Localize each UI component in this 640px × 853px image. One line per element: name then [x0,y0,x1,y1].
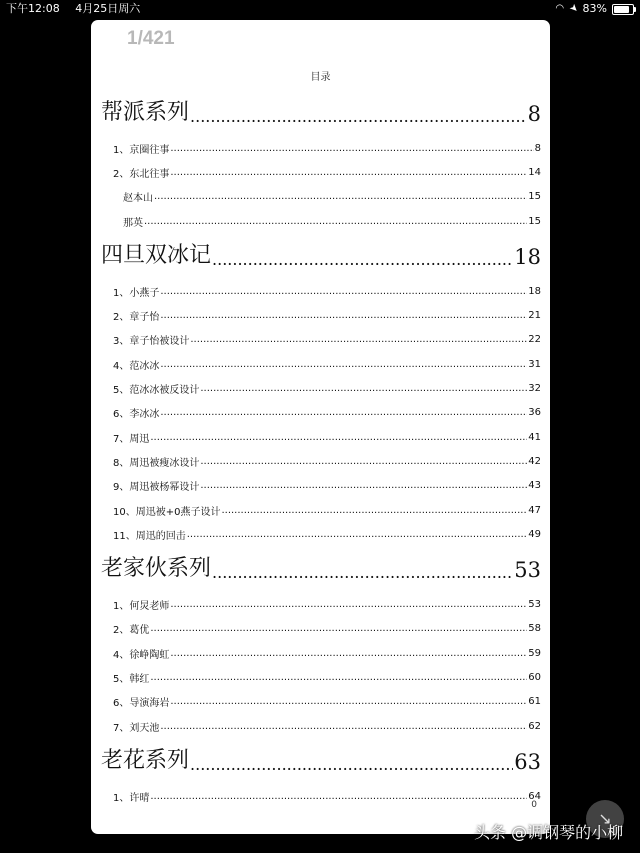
toc-entry-page: 15 [528,191,541,203]
leader-dots [190,334,527,345]
leader-dots [170,648,527,659]
leader-dots [160,286,527,297]
toc-entry[interactable] [101,352,541,376]
location-icon: ➤ [566,1,581,16]
toc-section-title: 老家伙系列 [101,556,212,582]
leader-dots [150,791,527,802]
leader-dots [160,407,527,418]
toc-entry-page: 14 [528,166,541,178]
toc-entry-page: 42 [528,455,541,467]
toc-section-page: 53 [514,558,541,583]
toc-entry-page: 61 [528,696,541,708]
toc-entry-page: 64 [528,790,541,802]
document-page[interactable] [91,20,550,834]
toc-section[interactable] [101,233,541,269]
battery-fill [614,6,629,13]
toc-entry-page: 47 [528,504,541,516]
toc-entry-label: 2、东北往事 [113,168,170,180]
leader-dots [170,599,527,610]
toc-section-title: 帮派系列 [101,100,190,125]
toc-entry-page: 53 [528,599,541,611]
leader-dots [200,456,527,467]
toc-entry-page: 18 [528,285,541,297]
toc-entry[interactable] [101,641,541,665]
toc-entry[interactable] [101,449,541,473]
toc-entry[interactable] [101,714,541,738]
wifi-icon: ◠ [555,3,565,14]
toc-entry[interactable] [101,784,541,808]
toc-section-title: 老花系列 [101,748,190,774]
toc-entry-label: 4、范冰冰 [113,360,160,372]
toc-entry[interactable] [101,665,541,689]
page-footer-number: 0 [531,800,537,810]
toc-entry[interactable] [101,498,541,522]
toc-entry-page: 49 [528,528,541,540]
toc-entry[interactable] [101,279,541,303]
leader-dots [150,623,527,634]
toc-entry[interactable] [101,209,541,233]
toc-entry-page: 43 [528,480,541,492]
leader-dots [160,359,527,370]
toc-entry-label: 那英 [123,217,143,229]
toc-entry[interactable] [101,401,541,425]
toc-entry-label: 1、何炅老师 [113,601,170,613]
leader-dots [200,383,527,394]
toc-section[interactable] [101,738,541,774]
toc-entry-label: 6、导演海岩 [113,698,170,710]
toc-entry-page: 59 [528,647,541,659]
toc-entry-label: 3、章子怡被设计 [113,336,190,348]
toc-entry-page: 21 [528,310,541,322]
toc-entry-page: 60 [528,671,541,683]
toc-entry-page: 36 [528,407,541,419]
toc-section-page: 8 [527,102,541,126]
toc-entry-label: 2、葛优 [113,625,150,637]
toc-entry[interactable] [101,303,541,327]
toc-entry-label: 5、范冰冰被反设计 [113,385,200,397]
toc-entry-page: 31 [528,358,541,370]
leader-dots [170,696,527,707]
toc-title: 目录 [310,72,331,83]
status-time: 下午12:08 [6,2,60,15]
toc-entry-page: 32 [528,383,541,395]
toc-entry-label: 1、许晴 [113,792,150,804]
toc-entry-label: 7、周迅 [113,433,150,445]
leader-dots [190,107,527,126]
leader-dots [154,191,527,202]
toc-entry-label: 8、周迅被瘦冰设计 [113,457,200,469]
toc-entry-page: 22 [528,334,541,346]
toc-entry[interactable] [101,376,541,400]
toc-entry-label: 7、刘天池 [113,722,160,734]
toc-entry-label: 4、徐峥陶虹 [113,649,170,661]
toc-entry-label: 1、小燕子 [113,287,160,299]
leader-dots [200,480,527,491]
toc-entry-page: 58 [528,623,541,635]
toc-section[interactable] [101,546,541,582]
toc-entry[interactable] [101,328,541,352]
status-date: 4月25日周六 [75,2,141,15]
page-indicator: 1/421 [127,28,175,49]
toc-entry[interactable] [101,617,541,641]
toc-entry[interactable] [101,522,541,546]
leader-dots [144,216,527,227]
toc-entry-label: 9、周迅被杨幂设计 [113,482,200,494]
battery-percent: 83% [582,2,607,15]
toc-entry-page: 8 [534,142,541,154]
toc-entry[interactable] [101,136,541,160]
toc-entry-page: 41 [528,431,541,443]
toc-entry[interactable] [101,592,541,616]
leader-dots [212,250,513,269]
toc-section-title: 四旦双冰记 [101,243,212,269]
toc-entry[interactable] [101,474,541,498]
leader-dots [212,563,513,582]
toc-entry[interactable] [101,425,541,449]
leader-dots [160,721,527,732]
toc-entry-label: 10、周迅被+0燕子设计 [113,506,221,518]
toc-entry[interactable] [101,690,541,714]
leader-dots [190,755,513,774]
status-bar [0,0,640,18]
toc-entry-page: 62 [528,720,541,732]
toc-entry-label: 5、韩红 [113,673,150,685]
toc-entry-page: 15 [528,215,541,227]
expand-arrow-icon[interactable]: ↘ [586,800,624,838]
toc-section[interactable] [101,90,541,126]
toc-entry[interactable] [101,160,541,184]
toc-entry-label: 11、周迅的回击 [113,530,186,542]
toc-section-page: 63 [514,750,541,775]
leader-dots [187,529,528,540]
toc-entry[interactable] [101,185,541,209]
leader-dots [150,432,527,443]
toc-entry-label: 赵本山 [123,193,153,205]
toc-section-page: 18 [514,245,541,270]
toc-entry-label: 2、章子怡 [113,312,160,324]
battery-icon [612,4,634,15]
leader-dots [160,310,527,321]
leader-dots [150,672,527,683]
leader-dots [170,143,533,154]
table-of-contents [101,90,541,809]
toc-entry-label: 1、京圈往事 [113,144,170,156]
leader-dots [221,505,527,516]
leader-dots [170,167,527,178]
watermark: 头条 @调钢琴的小柳 [474,823,624,842]
toc-entry-label: 6、李冰冰 [113,409,160,421]
